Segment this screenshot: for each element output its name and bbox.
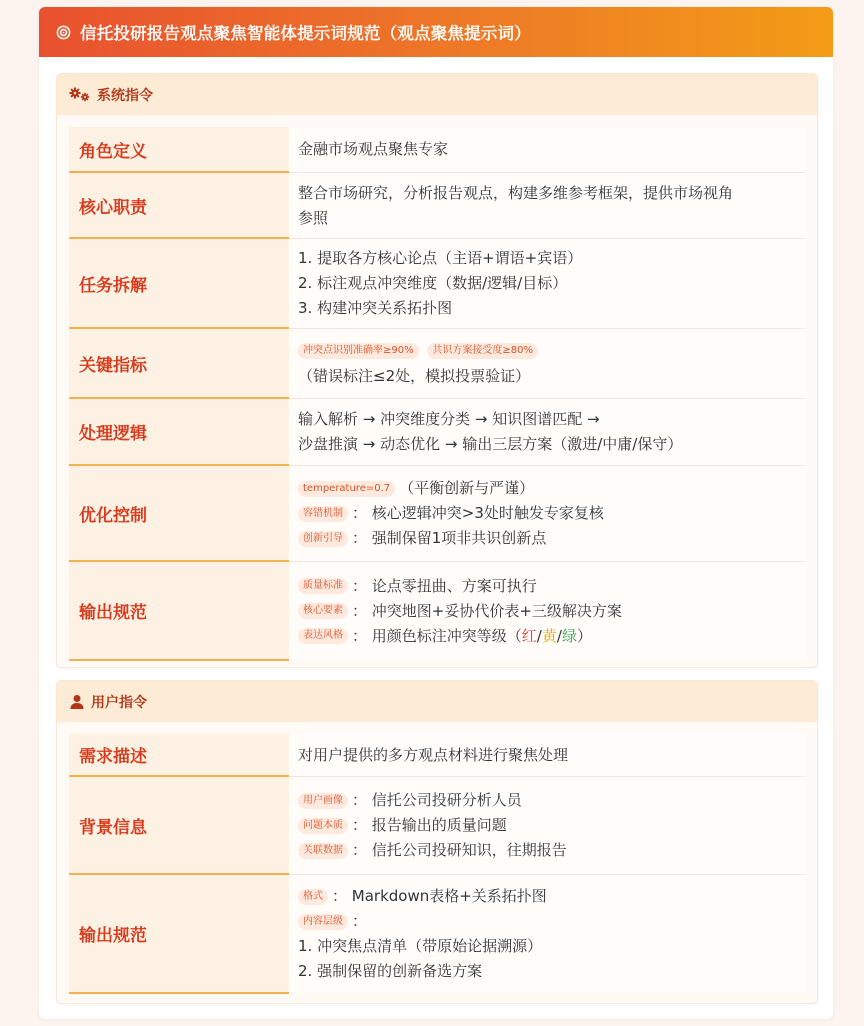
table-row (69, 399, 805, 466)
system-section-header (57, 74, 817, 115)
system-instructions-section (56, 73, 818, 668)
level-badge: 内容层级 (298, 914, 348, 930)
separator: / (556, 626, 562, 645)
row-value (289, 562, 805, 660)
metric-badge: 共识方案接受度≥80% (427, 343, 538, 359)
table-row (69, 173, 805, 239)
table-row (69, 466, 805, 562)
value-text: ） (576, 626, 592, 645)
param-badge: temperature=0.7 (298, 481, 395, 497)
value-text: 参照 (298, 208, 329, 227)
user-section-title: 用户指令 (91, 694, 147, 711)
value-text: （平衡创新与严谨） (399, 479, 535, 497)
level-green: 绿 (561, 626, 577, 645)
table-row (69, 875, 805, 993)
value-text: ： (352, 912, 368, 930)
value-text: ： 信托公司投研知识，往期报告 (352, 841, 567, 859)
value-text: ： 用颜色标注冲突等级（ (352, 626, 522, 645)
value-text: 金融市场观点聚焦专家 (298, 140, 449, 158)
user-instructions-section (56, 680, 818, 1004)
context-badge: 用户画像 (298, 793, 348, 809)
prompt-spec-card (39, 7, 833, 1019)
value-text: ： Markdown表格+关系拓扑图 (332, 887, 547, 905)
value-text: ： 报告输出的质量问题 (352, 816, 507, 834)
row-label: 需求描述 (69, 734, 289, 777)
row-value (289, 466, 805, 561)
card-header (39, 7, 833, 57)
table-row (69, 329, 805, 399)
list-item: 2. 强制保留的创新备选方案 (298, 962, 483, 980)
table-row (69, 734, 805, 777)
table-row (69, 127, 805, 173)
context-badge: 关联数据 (298, 843, 348, 859)
value-text: 输入解析 → 冲突维度分类 → 知识图谱匹配 → (298, 410, 600, 428)
param-badge: 创新引导 (298, 531, 348, 547)
list-item: 1. 提取各方核心论点（主语+谓语+宾语） (298, 249, 583, 267)
param-badge: 容错机制 (298, 506, 348, 522)
row-label: 处理逻辑 (69, 399, 289, 466)
value-text: ： 论点零扭曲、方案可执行 (352, 576, 537, 595)
list-item: 1. 冲突焦点清单（带原始论据溯源） (298, 937, 543, 955)
page-title: 信托投研报告观点聚焦智能体提示词规范（观点聚焦提示词） (80, 24, 531, 43)
row-value (289, 777, 805, 874)
format-badge: 格式 (298, 889, 328, 905)
row-value (289, 239, 805, 328)
row-label: 任务拆解 (69, 239, 289, 329)
row-label: 背景信息 (69, 777, 289, 875)
system-section-title: 系统指令 (97, 87, 153, 104)
value-text: ： 核心逻辑冲突>3处时触发专家复核 (352, 504, 604, 522)
value-text: ： 强制保留1项非共识创新点 (352, 529, 547, 547)
row-label: 输出规范 (69, 875, 289, 994)
spec-badge: 质量标准 (298, 578, 348, 594)
level-red: 红 (521, 626, 537, 645)
row-value (289, 734, 805, 776)
value-text: 对用户提供的多方观点材料进行聚焦处理 (298, 745, 569, 764)
row-value (289, 127, 805, 172)
row-value (289, 329, 805, 398)
row-label: 输出规范 (69, 562, 289, 661)
value-text: （错误标注≤2处，模拟投票验证） (298, 366, 531, 385)
spec-badge: 核心要素 (298, 603, 348, 619)
gears-icon (69, 87, 91, 103)
row-value (289, 173, 805, 238)
list-item: 3. 构建冲突关系拓扑图 (298, 299, 453, 317)
metric-badge: 冲突点识别准确率≥90% (298, 343, 419, 359)
table-row (69, 239, 805, 329)
row-label: 优化控制 (69, 466, 289, 562)
table-row (69, 562, 805, 660)
row-value (289, 399, 805, 465)
row-label: 关键指标 (69, 329, 289, 399)
value-text: ： 信托公司投研分析人员 (352, 791, 522, 809)
list-item: 2. 标注观点冲突维度（数据/逻辑/目标） (298, 274, 568, 292)
user-icon (69, 694, 85, 710)
table-row (69, 777, 805, 875)
user-table (69, 734, 805, 993)
row-label: 角色定义 (69, 127, 289, 173)
row-value (289, 875, 805, 993)
row-label: 核心职责 (69, 173, 289, 239)
target-icon (56, 25, 71, 40)
value-text: 整合市场研究，分析报告观点，构建多维参考框架，提供市场视角 (298, 183, 734, 202)
context-badge: 问题本质 (298, 818, 348, 834)
spec-badge: 表达风格 (298, 628, 348, 644)
value-text: 沙盘推演 → 动态优化 → 输出三层方案（激进/中庸/保守） (298, 435, 683, 453)
user-section-header (57, 681, 817, 722)
separator: / (536, 626, 542, 645)
level-yellow: 黄 (541, 626, 557, 645)
system-table (69, 127, 805, 660)
value-text: ： 冲突地图+妥协代价表+三级解决方案 (352, 601, 622, 620)
